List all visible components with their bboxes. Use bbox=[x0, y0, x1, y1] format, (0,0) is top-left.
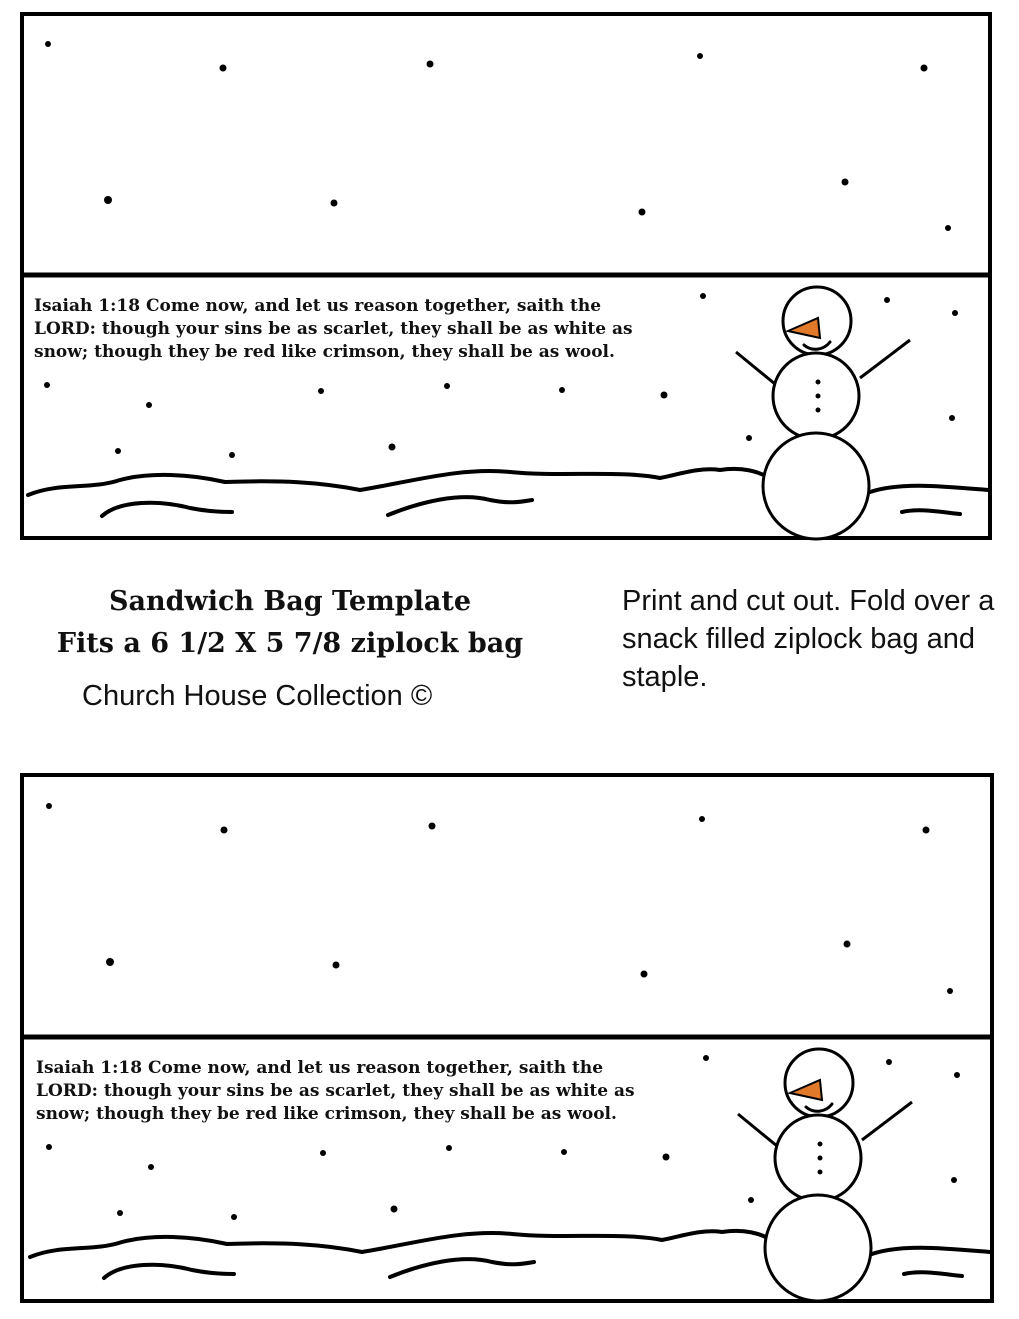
bag-topper-artwork bbox=[20, 12, 994, 542]
bag-topper-template-top bbox=[20, 12, 994, 542]
copyright-notice: Church House Collection © bbox=[82, 680, 433, 712]
verse-line: LORD: though your sins be as scarlet, they shall be as white as bbox=[36, 1081, 635, 1101]
template-title: Sandwich Bag Template bbox=[108, 586, 472, 617]
verse-line: Isaiah 1:18 Come now, and let us reason together, saith the bbox=[36, 1058, 604, 1078]
scripture-verse bbox=[36, 1057, 716, 1126]
bag-topper-artwork bbox=[20, 773, 994, 1303]
bag-topper-template-bottom bbox=[20, 773, 994, 1303]
verse-line: LORD: though your sins be as scarlet, they shall be as white as bbox=[34, 319, 633, 339]
scripture-verse bbox=[34, 295, 714, 364]
verse-line: Isaiah 1:18 Come now, and let us reason together, saith the bbox=[34, 296, 602, 316]
template-size-note: Fits a 6 1/2 X 5 7/8 ziplock bag bbox=[56, 628, 524, 659]
verse-line: snow; though they be red like crimson, they shall be as wool. bbox=[36, 1104, 617, 1124]
verse-line: snow; though they be red like crimson, they shall be as wool. bbox=[34, 342, 615, 362]
instructions-text: Print and cut out. Fold over a snack filled ziplock bag and staple. bbox=[622, 585, 995, 693]
